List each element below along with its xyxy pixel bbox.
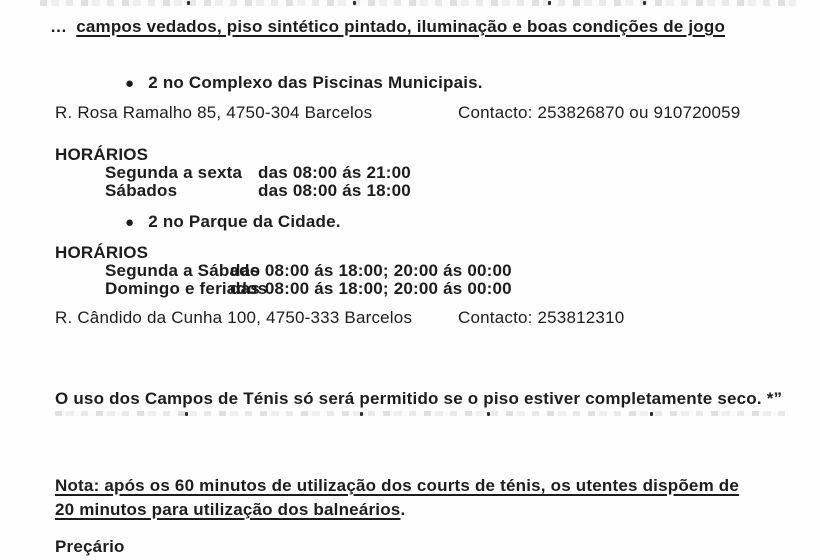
note-line-1: Nota: após os 60 minutos de utilização dos courts de ténis, os utentes dispõem de bbox=[55, 476, 740, 495]
intro-ellipsis: … bbox=[50, 17, 68, 36]
note-block bbox=[55, 474, 800, 522]
cropped-text-artifact-mid bbox=[55, 411, 790, 416]
intro-underlined-text: campos vedados, piso sintético pintado, iluminação e boas condições de jogo bbox=[76, 17, 726, 36]
location-1-schedule-row bbox=[105, 163, 411, 183]
cropped-text-artifact-top bbox=[40, 0, 796, 6]
bullet-icon: ● bbox=[125, 214, 135, 231]
schedule-hours: das 08:00 ás 18:00 bbox=[258, 181, 411, 200]
bullet-icon: ● bbox=[125, 75, 135, 92]
location-2-address: R. Cândido da Cunha 100, 4750-333 Barcelos bbox=[55, 308, 413, 327]
schedule-hours: das 08:00 ás 21:00 bbox=[258, 163, 411, 182]
note-line-2-period: . bbox=[400, 500, 406, 519]
schedule-days: Segunda a sexta bbox=[105, 163, 243, 182]
location-1-contact: Contacto: 253826870 ou 910720059 bbox=[458, 103, 741, 122]
location-2-bullet-item bbox=[125, 212, 341, 232]
schedule-days: Domingo e feriados bbox=[105, 279, 268, 298]
location-2-schedule-heading: HORÁRIOS bbox=[55, 243, 149, 262]
location-2-schedule-row bbox=[105, 279, 512, 299]
pricing-heading: Preçário bbox=[55, 537, 125, 556]
location-1-bullet-text: 2 no Complexo das Piscinas Municipais. bbox=[148, 73, 483, 92]
dry-court-notice: O uso dos Campos de Ténis só será permitido se o piso estiver completamente seco. *” bbox=[55, 389, 783, 408]
location-1-bullet-item bbox=[125, 73, 483, 93]
location-2-bullet-text: 2 no Parque da Cidade. bbox=[148, 212, 341, 231]
note-line-2: 20 minutos para utilização dos balneários bbox=[55, 500, 401, 519]
schedule-days: Sábados bbox=[105, 181, 178, 200]
location-2-contact: Contacto: 253812310 bbox=[458, 308, 625, 327]
intro-line bbox=[50, 17, 725, 37]
schedule-hours: das 08:00 ás 18:00; 20:00 ás 00:00 bbox=[230, 279, 512, 298]
location-1-schedule-row bbox=[105, 181, 411, 201]
location-2-schedule-row bbox=[105, 261, 512, 281]
location-1-schedule-heading: HORÁRIOS bbox=[55, 145, 149, 164]
location-1-address: R. Rosa Ramalho 85, 4750-304 Barcelos bbox=[55, 103, 373, 122]
schedule-days: Segunda a Sábado bbox=[105, 261, 261, 280]
schedule-hours: das 08:00 ás 18:00; 20:00 ás 00:00 bbox=[230, 261, 512, 280]
